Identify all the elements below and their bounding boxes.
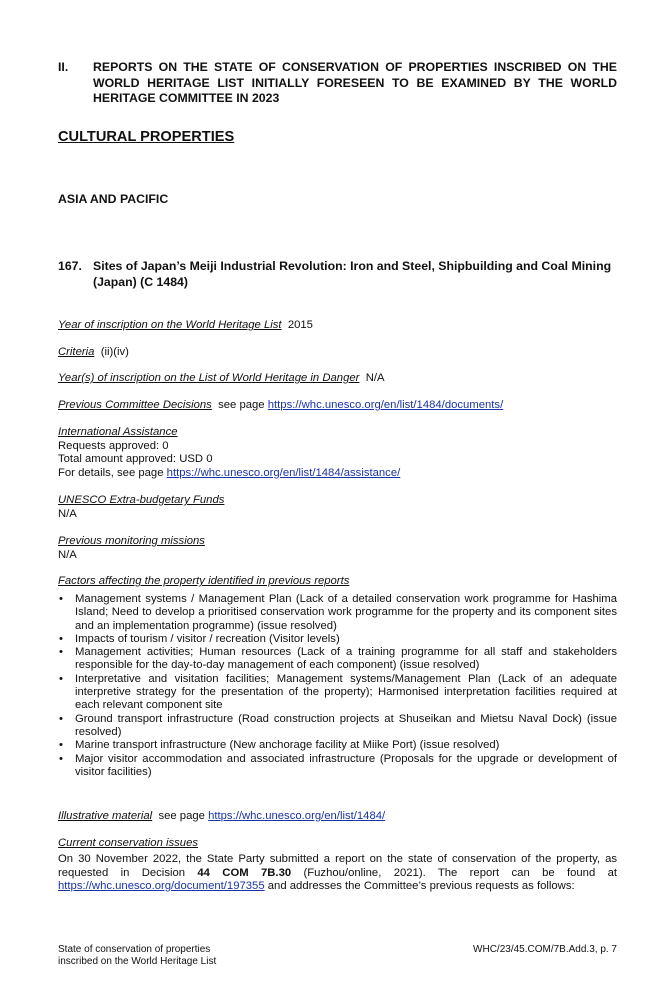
footer-left: State of conservation of properties inscribed on the World Heritage List — [58, 944, 217, 967]
missions-block — [58, 535, 617, 562]
assistance-amount: Total amount approved: USD 0 — [58, 453, 213, 465]
missions-value: N/A — [58, 548, 77, 561]
bullet-icon: • — [59, 632, 63, 645]
issues-label: Current conservation issues — [58, 837, 199, 849]
issues-heading-row — [58, 837, 617, 851]
decisions-link[interactable]: https://whc.unesco.org/en/list/1484/documents/ — [267, 399, 504, 411]
criteria-row — [58, 346, 617, 360]
illustrative-row — [58, 810, 617, 824]
section-number: II. — [58, 60, 69, 74]
bullet-icon: • — [59, 752, 63, 765]
region-heading: ASIA AND PACIFIC — [58, 192, 169, 206]
list-item: • Ground transport infrastructure (Road construction projects at Shuseikan and Mietsu Naval Dock) (issue resolved) — [59, 712, 617, 738]
decisions-prefix: see page — [218, 399, 265, 411]
property-number: 167. — [58, 259, 82, 273]
factors-list — [58, 593, 617, 779]
funds-label: UNESCO Extra-budgetary Funds — [58, 494, 225, 506]
danger-value: N/A — [365, 372, 385, 384]
danger-row — [58, 372, 617, 386]
illustrative-link[interactable]: https://whc.unesco.org/en/list/1484/ — [208, 810, 386, 822]
illustrative-prefix: see page — [158, 810, 205, 822]
missions-label: Previous monitoring missions — [58, 535, 205, 547]
assistance-block — [58, 426, 617, 480]
criteria-value: (ii)(iv) — [100, 346, 129, 358]
property-title: Sites of Japan’s Meiji Industrial Revolution: Iron and Steel, Shipbuilding and Coal Mining (Japan) (C 1484) — [93, 259, 612, 289]
assistance-details-prefix: For details, see page — [58, 466, 164, 479]
assistance-label: International Assistance — [58, 426, 178, 438]
issues-paragraph: On 30 November 2022, the State Party submitted a report on the state of conservation of the property, as requested in Decision 44 COM 7B.30 (Fuzhou/online, 2021). The report can be found at https://whc.unesco.org/document/197355 and addresses the Committee’s previous requests as follows: — [58, 853, 617, 892]
list-item: • Management activities; Human resources (Lack of a training programme for all staff and stakeholders responsible for the day-to-day management of each component) (issue resolved) — [59, 646, 617, 672]
illustrative-label: Illustrative material — [58, 810, 153, 822]
list-item: • Major visitor accommodation and associated infrastructure (Proposals for the upgrade or development of visitor facilities) — [59, 752, 617, 778]
assistance-requests: Requests approved: 0 — [58, 439, 169, 452]
decisions-label: Previous Committee Decisions — [58, 399, 212, 411]
funds-value: N/A — [58, 507, 77, 520]
list-item: • Interpretative and visitation facilities; Management systems/Management Plan (Lack of an adequate interpretive strategy for the presentation of the property); Harmonised interpretation facilities required at each relevant component site — [59, 672, 617, 712]
funds-block — [58, 494, 617, 521]
list-item: • Marine transport infrastructure (New anchorage facility at Miike Port) (issue resolved) — [59, 739, 500, 752]
category-heading: CULTURAL PROPERTIES — [58, 129, 235, 145]
list-item: • Impacts of tourism / visitor / recreation (Visitor levels) — [59, 632, 340, 645]
bullet-icon: • — [59, 593, 63, 605]
danger-label: Year(s) of inscription on the List of World Heritage in Danger — [58, 372, 360, 384]
report-link[interactable]: https://whc.unesco.org/document/197355 — [58, 880, 265, 892]
list-item: • Management systems / Management Plan (Lack of a detailed conservation work programme for Hashima Island; Need to develop a prioritised conservation work programme for the property and its component sites and an implementation programme) (issue resolved) — [59, 593, 617, 632]
decision-reference: 44 COM 7B.30 — [197, 866, 292, 879]
bullet-icon: • — [59, 672, 63, 685]
factors-label: Factors affecting the property identified in previous reports — [58, 575, 350, 587]
section-heading — [58, 60, 617, 107]
assistance-link[interactable]: https://whc.unesco.org/en/list/1484/assistance/ — [166, 466, 401, 479]
inscription-row — [58, 319, 617, 333]
criteria-label: Criteria — [58, 346, 95, 358]
factors-heading-row — [58, 575, 617, 589]
decisions-row — [58, 399, 617, 413]
property-heading — [58, 258, 617, 290]
bullet-icon: • — [59, 712, 63, 725]
bullet-icon: • — [59, 646, 63, 659]
inscription-label: Year of inscription on the World Heritage List — [58, 319, 282, 331]
section-title: REPORTS ON THE STATE OF CONSERVATION OF PROPERTIES INSCRIBED ON THE WORLD HERITAGE LIST INITIALLY FORESEEN TO BE EXAMINED BY THE WORLD HERITAGE COMMITTEE IN 2023 — [93, 60, 617, 105]
footer-right: WHC/23/45.COM/7B.Add.3, p. 7 — [473, 944, 617, 955]
inscription-value: 2015 — [287, 319, 313, 331]
bullet-icon: • — [59, 739, 63, 752]
